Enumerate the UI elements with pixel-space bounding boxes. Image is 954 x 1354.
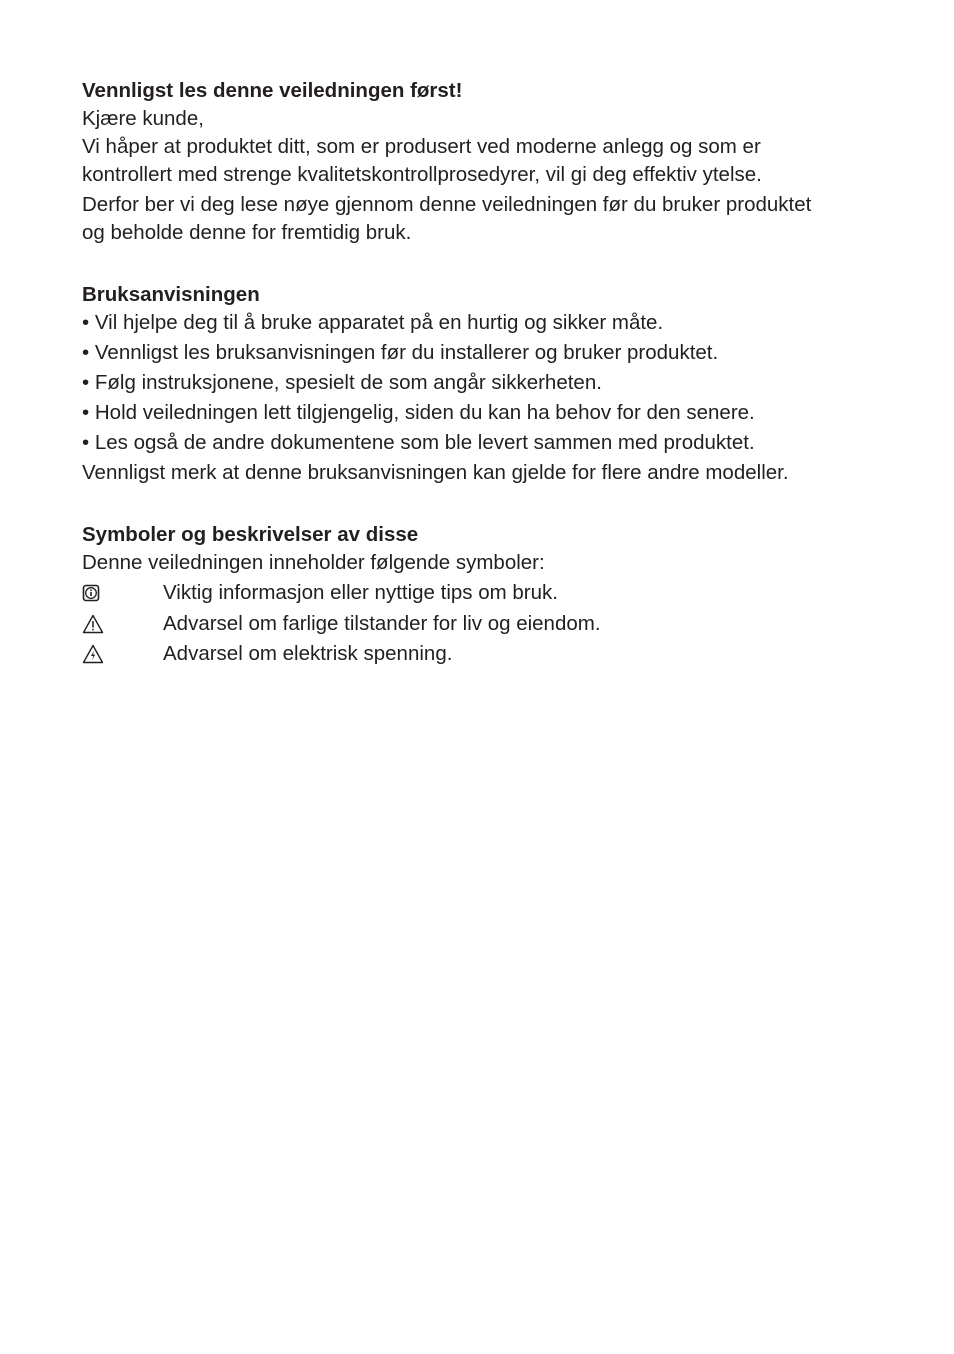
list-item: • Les også de andre dokumentene som ble levert sammen med produktet. bbox=[82, 431, 755, 454]
intro-section bbox=[82, 77, 882, 247]
list-item: • Vennligst les bruksanvisningen før du installerer og bruker produktet. bbox=[82, 341, 719, 364]
symbols-section bbox=[82, 521, 882, 668]
list-item: • Vil hjelpe deg til å bruke apparatet på en hurtig og sikker måte. bbox=[82, 311, 664, 334]
symbol-description: Advarsel om farlige tilstander for liv og eiendom. bbox=[163, 611, 601, 635]
info-icon bbox=[82, 584, 163, 602]
symbol-description: Advarsel om elektrisk spenning. bbox=[163, 642, 453, 665]
symbol-row-warning bbox=[82, 610, 882, 638]
symbols-intro: Denne veiledningen inneholder følgende symboler: bbox=[82, 551, 545, 574]
electric-warning-icon bbox=[82, 644, 163, 664]
symbol-row-info bbox=[82, 579, 882, 607]
instructions-title: Bruksanvisningen bbox=[82, 283, 260, 306]
warning-triangle-icon bbox=[82, 614, 163, 634]
instructions-note: Vennligst merk at denne bruksanvisningen kan gjelde for flere andre modeller. bbox=[82, 461, 789, 484]
intro-paragraph-line: Vi håper at produktet ditt, som er produsert ved moderne anlegg og som er bbox=[82, 135, 761, 158]
intro-paragraph-line: og beholde denne for fremtidig bruk. bbox=[82, 221, 412, 244]
instructions-section bbox=[82, 281, 882, 487]
intro-title: Vennligst les denne veiledningen først! bbox=[82, 79, 463, 102]
symbol-description: Viktig informasjon eller nyttige tips om bruk. bbox=[163, 581, 558, 604]
symbol-row-electric bbox=[82, 640, 882, 668]
list-item: • Hold veiledningen lett tilgjengelig, siden du kan ha behov for den senere. bbox=[82, 401, 755, 424]
manual-page bbox=[82, 77, 882, 671]
intro-paragraph-line: kontrollert med strenge kvalitetskontrollprosedyrer, vil gi deg effektiv ytelse. bbox=[82, 163, 762, 186]
list-item: • Følg instruksjonene, spesielt de som angår sikkerheten. bbox=[82, 371, 602, 394]
greeting: Kjære kunde, bbox=[82, 107, 204, 130]
intro-paragraph-line: Derfor ber vi deg lese nøye gjennom denne veiledningen før du bruker produktet bbox=[82, 193, 812, 216]
symbols-title: Symboler og beskrivelser av disse bbox=[82, 523, 419, 546]
